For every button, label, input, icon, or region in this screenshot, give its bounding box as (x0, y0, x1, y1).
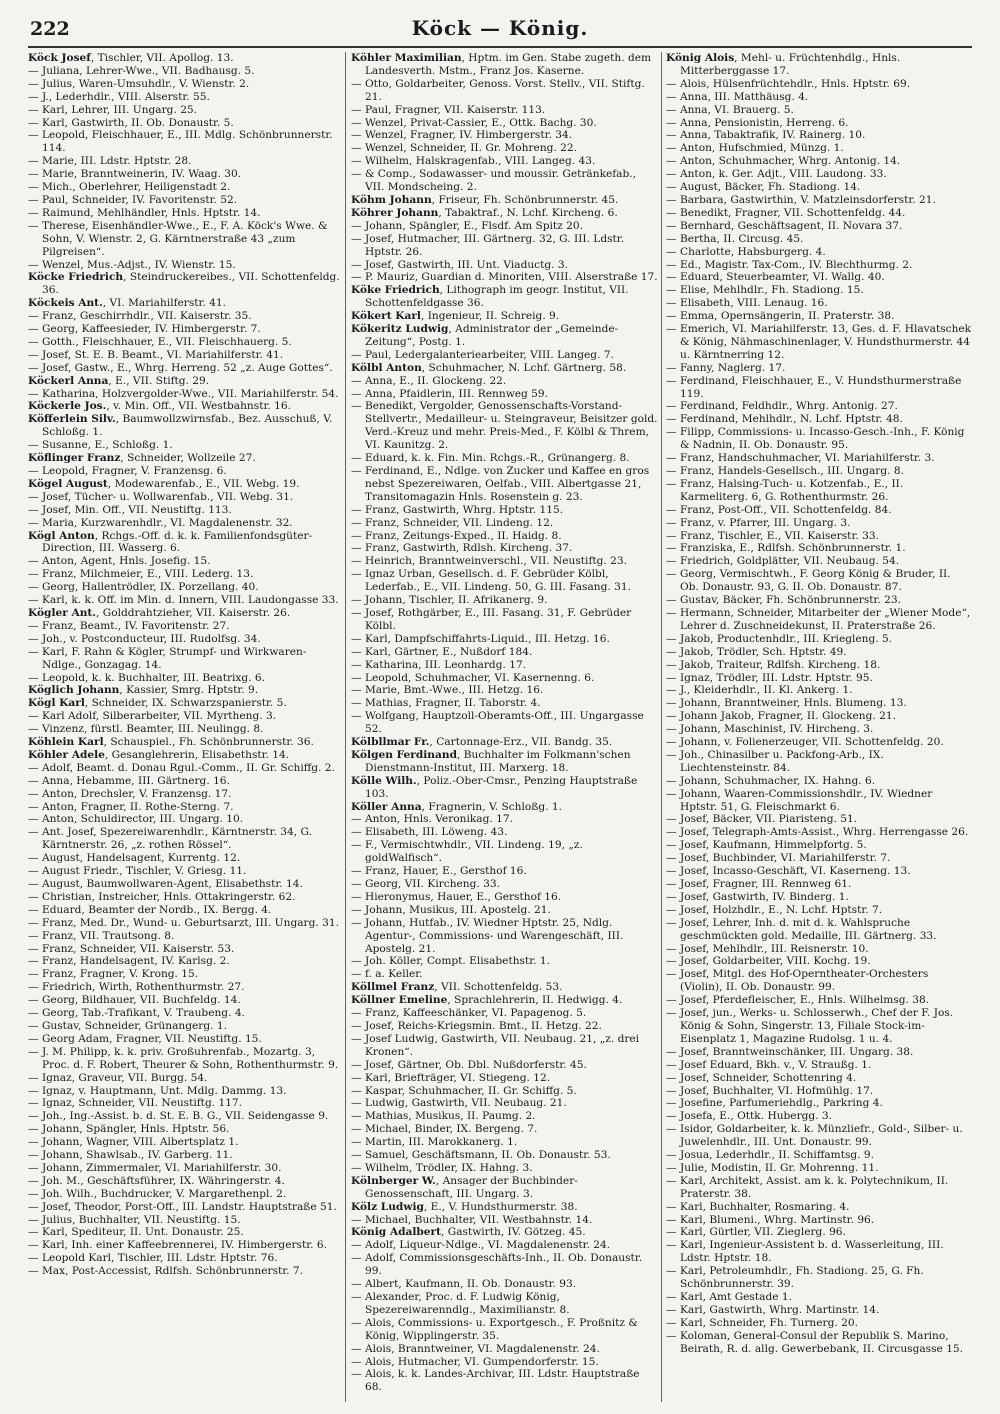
directory-entry: — Julius, Waren-Umsuhdlr., V. Wienstr. 2. (28, 77, 250, 90)
directory-entry: — Josef, Buchhalter, VI. Hofmühlg. 17. (666, 1084, 874, 1097)
directory-entry: — Karl Adolf, Silberarbeiter, VII. Myrtheng. 3. (28, 710, 277, 723)
directory-entry: — Anna, E., II. Glockeng. 22. (351, 374, 507, 387)
directory-entry: — Leopold Karl, Tischler, III. Ldstr. Hptstr. 76. (28, 1252, 278, 1265)
directory-entry: — Joh., Chinasilber u. Packfong-Arb., IX. Liechtensteinstr. 84. (666, 748, 884, 774)
directory-entry: — Paul, Fragner, VII. Kaiserstr. 113. (351, 103, 546, 116)
directory-entry: — Christian, Instreicher, Hnls. Ottakringerstr. 62. (28, 890, 296, 903)
directory-entry: — P. Mauriz, Guardian d. Minoriten, VIII. Alserstraße 17. (351, 271, 658, 284)
directory-entry: — Hermann, Schneider, Mitarbeiter der „Wiener Mode“, Lehrer d. Zuschneidekunst, II. Praterstraße 26. (666, 606, 971, 632)
directory-entry: — Johann, Schuhmacher, IX. Hahng. 6. (666, 774, 876, 787)
directory-entry: — Maria, Kurzwarenhdlr., VI. Magdalenenstr. 32. (28, 516, 293, 529)
column-divider (345, 52, 346, 1402)
directory-entry: — Friedrich, Wirth, Rothenthurmstr. 27. (28, 981, 245, 994)
directory-entry: — Isidor, Goldarbeiter, k. k. Münzliefr., Gold-, Silber- u. Juwelenhdlr., III. Unt. Donaustr. 99. (666, 1123, 963, 1149)
directory-entry: — Anton, Fragner, II. Rothe-Sterng. 7. (28, 800, 234, 813)
directory-entry: Kölnberger W., Ansager der Buchbinder-Genossenschaft, III. Ungarg. 3. (351, 1174, 578, 1200)
directory-entry: Köhler Adele, Gesanglehrerin, Elisabethstr. 14. (28, 748, 290, 761)
directory-entry: Köglich Johann, Kassier, Smrg. Hptstr. 9. (28, 684, 259, 697)
directory-entry: — & Comp., Sodawasser- und moussir. Getränkefab., VII. Mondscheing. 2. (351, 168, 637, 194)
directory-entry: — Josef, Theodor, Porst-Off., III. Landstr. Hauptstraße 51. (28, 1200, 337, 1213)
directory-entry: — Michael, Binder, IX. Bergeng. 7. (351, 1123, 538, 1136)
directory-entry: Köcke Friedrich, Steindruckereibes., VII. Schottenfeldg. 36. (28, 271, 340, 297)
directory-entry: — Leopold, Schuhmacher, VI. Kasernenng. 6. (351, 671, 595, 684)
directory-entry: — Raimund, Mehlhändler, Hnls. Hptstr. 14. (28, 206, 261, 219)
directory-entry: — Karl, Buchhalter, Rosmaring. 4. (666, 1200, 850, 1213)
directory-entry: — Johann, Hutfab., IV. Wiedner Hptstr. 25, Ndlg. Agentur-, Commissions- und Warengeschäft, III. Apostelg. 21. (351, 916, 624, 955)
directory-entry: — Franz, Hauer, E., Gersthof 16. (351, 865, 527, 878)
directory-entry: — Alois, Commissions- u. Exportgesch., F. Proßnitz & König, Wipplingerstr. 35. (351, 1316, 638, 1342)
directory-entry: — Elisabeth, III. Löweng. 43. (351, 826, 508, 839)
directory-entry: — Mathias, Musikus, II. Paumg. 2. (351, 1110, 536, 1123)
directory-entry: — Julius, Buchhalter, VII. Neustiftg. 15. (28, 1213, 241, 1226)
directory-entry: Kögel August, Modewarenfab., E., VII. Webg. 19. (28, 477, 300, 490)
directory-entry: — Franz, Post-Off., VII. Schottenfeldg. 84. (666, 503, 892, 516)
directory-entry: — Anton, Agent, Hnls. Josefig. 15. (28, 555, 211, 568)
directory-entry: — Benedikt, Vergolder, Genossenschafts-Vorstand-Stellvertr., Medailleur- u. Steingraveur, Beisitzer gold. Verd.-Kreuz und mehr. Preis-Med., F. Kölbl & Threm, VI. Kaunitzg. 2. (351, 400, 658, 452)
directory-entry: — Josef, Mitgl. des Hof-Operntheater-Orchesters (Violin), II. Ob. Donaustr. 99. (666, 968, 929, 994)
directory-entry: — Jakob, Traiteur, Rdlfsh. Kircheng. 18. (666, 658, 881, 671)
directory-entry: — Gotth., Fleischhauer, E., VII. Fleischhauerg. 5. (28, 335, 292, 348)
header-rule (28, 46, 972, 48)
directory-entry: — Josef, Holzhdlr., E., N. Lchf. Hptstr. 7. (666, 903, 883, 916)
directory-entry: — Karl, k. k. Off. im Min. d. Innern, VIII. Laudongasse 33. (28, 594, 339, 607)
page-title: Köck — König. (411, 16, 589, 40)
directory-entry: — Anna, III. Matthäusg. 4. (666, 90, 809, 103)
directory-entry: — Ignaz Urban, Gesellsch. d. F. Gebrüder Kölbl, Lederfab., E., VII. Lindeng. 50, G. III. Fasang. 31. (351, 568, 631, 594)
directory-entry: — Georg Adam, Fragner, VII. Neustiftg. 15. (28, 1032, 262, 1045)
directory-entry: — Wilhelm, Trödler, IX. Hahng. 3. (351, 1161, 533, 1174)
directory-entry: — August, Bäcker, Fh. Stadiong. 14. (666, 181, 861, 194)
directory-entry: — Emerich, VI. Mariahilferstr. 13, Ges. d. F. Hlavatschek & König, Nähmaschinenlager, V. Hundsthurmerstr. 44 u. Kärntnerring 12. (666, 323, 972, 361)
directory-entry: — Adolf, Beamt. d. Donau Rgul.-Comm., II. Gr. Schiffg. 2. (28, 761, 335, 774)
directory-entry: — Susanne, E., Schloßg. 1. (28, 439, 173, 452)
directory-entry: — Franz, Zeitungs-Exped., II. Haidg. 8. (351, 529, 562, 542)
directory-entry: — Marie, Branntweinerin, IV. Waag. 30. (28, 168, 242, 181)
column-divider (661, 52, 662, 1402)
directory-entry: — Karl, Spediteur, II. Unt. Donaustr. 25. (28, 1226, 244, 1239)
directory-entry: Köhlein Karl, Schauspiel., Fh. Schönbrunnerstr. 36. (28, 736, 314, 749)
directory-entry: — Karl, Schneider, Fh. Turnerg. 20. (666, 1316, 858, 1329)
directory-entry: — Filipp, Commissions- u. Incasso-Gesch.-Inh., F. König & Nadnin, II. Ob. Donaustr. 95. (666, 426, 965, 452)
directory-entry: Köllmel Franz, VII. Schottenfeldg. 53. (351, 981, 563, 994)
directory-entry: — Franz, VII. Trautsong. 8. (28, 929, 175, 942)
directory-entry: Köhler Maximilian, Hptm. im Gen. Stabe zugeth. dem Landesverth. Mstm., Franz Jos. Kaserne. (351, 52, 652, 77)
directory-entry: — Eduard, Steuerbeamter, VI. Wallg. 40. (666, 271, 885, 284)
directory-entry: — Johann, Maschinist, IV. Hircheng. 3. (666, 723, 874, 736)
directory-entry: — Josef, Gastwirth, III. Unt. Viaductg. 3. (351, 258, 568, 271)
directory-entry: — Franz, Beamt., IV. Favoritenstr. 27. (28, 619, 230, 632)
directory-entry: — Josefa, E., Ottk. Hubergg. 3. (666, 1110, 833, 1123)
directory-entry: — Ludwig, Gastwirth, VII. Neubaug. 21. (351, 1097, 567, 1110)
directory-entry: — Josef, Tücher- u. Wollwarenfab., VII. Webg. 31. (28, 490, 294, 503)
directory-entry: — Georg, Bildhauer, VII. Buchfeldg. 14. (28, 994, 241, 1007)
directory-entry: — Koloman, General-Consul der Republik S. Marino, Beirath, R. d. allg. Gewerbebank, II. Circusgasse 15. (666, 1329, 964, 1355)
directory-entry: — Anton, Schuhmacher, Whrg. Antonig. 14. (666, 155, 901, 168)
directory-entry: — Johann, Wagner, VIII. Albertsplatz 1. (28, 1136, 239, 1149)
directory-entry: — Franz, v. Pfarrer, III. Ungarg. 3. (666, 516, 851, 529)
directory-entry: — Franz, Halsing-Tuch- u. Kotzenfab., E., II. Karmeliterg. 6, G. Rothenthurmstr. 26. (666, 477, 904, 503)
directory-entry: — Anton, Schuldirector, III. Ungarg. 10. (28, 813, 244, 826)
directory-entry: — Anna, Hebamme, III. Gärtnerg. 16. (28, 774, 230, 787)
directory-entry: — Franz, Schneider, VII. Lindeng. 12. (351, 516, 554, 529)
directory-entry: — Karl, Dampfschiffahrts-Liquid., III. Hetzg. 16. (351, 632, 610, 645)
directory-entry: — Johann, Spängler, Hnls. Hptstr. 56. (28, 1123, 230, 1136)
directory-entry: — Joh. M., Geschäftsführer, IX. Währingerstr. 4. (28, 1174, 285, 1187)
directory-entry: — Josef, Branntweinschänker, III. Ungarg. 38. (666, 1045, 914, 1058)
directory-entry: — Karl, F. Rahn & Kögler, Strumpf- und Wirkwaren-Ndlge., Gonzagag. 14. (28, 645, 307, 671)
directory-entry: Köck Josef, Tischler, VII. Apollog. 13. (28, 52, 234, 64)
directory-entry: — Karl, Amt Gestade 1. (666, 1291, 792, 1303)
directory-entry: — Anna, Pensionistin, Herreng. 6. (666, 116, 849, 129)
directory-entry: — Joh., v. Postconducteur, III. Rudolfsg. 34. (28, 632, 261, 645)
directory-entry: — F., Vermischtwhdlr., VII. Lindeng. 19, „z. goldWalfisch“. (351, 839, 583, 865)
directory-entry: Köflinger Franz, Schneider, Wollzeile 27. (28, 452, 256, 465)
directory-entry: Köller Anna, Fragnerin, V. Schloßg. 1. (351, 800, 562, 813)
directory-entry: — Anton, Hufschmied, Münzg. 1. (666, 142, 844, 155)
directory-entry: — Franz, Tischler, E., VII. Kaiserstr. 33. (666, 529, 879, 542)
directory-entry: — Jakob, Productenhdlr., III. Kriegleng. 5. (666, 632, 893, 645)
directory-entry: — Josef, Bäcker, VII. Piaristeng. 51. (666, 813, 858, 826)
directory-entry: Kölbl Anton, Schuhmacher, N. Lchf. Gärtnerg. 58. (351, 361, 627, 374)
directory-entry: — Michael, Buchhalter, VII. Westbahnstr. 14. (351, 1213, 593, 1226)
directory-entry: — Paul, Ledergalanteriearbeiter, VIII. Langeg. 7. (351, 348, 614, 361)
directory-entry: — Franz, Kaffeeschänker, VI. Papagenog. 5. (351, 1007, 587, 1020)
page-number: 222 (30, 18, 70, 40)
directory-entry: — Eduard, Beamter der Nordb., IX. Bergg. 4. (28, 903, 272, 916)
directory-entry: — Josef, Telegraph-Amts-Assist., Whrg. Herrengasse 26. (666, 826, 969, 839)
directory-entry: — Georg, Kaffeesieder, IV. Himbergerstr. 7. (28, 323, 261, 336)
directory-entry: — Adolf, Commissionsgeschäfts-Inh., II. Ob. Donaustr. 99. (351, 1252, 643, 1278)
directory-entry: — J., Lederhdlr., VIII. Alserstr. 55. (28, 90, 210, 103)
directory-entry: — Josef, Goldarbeiter, VIII. Kochg. 19. (666, 955, 871, 968)
directory-column-2 (351, 52, 658, 1402)
directory-entry: — Alexander, Proc. d. F. Ludwig König, Spezereiwarenndlg., Maximilianstr. 8. (351, 1291, 570, 1316)
directory-entry: — August, Baumwollwaren-Agent, Elisabethstr. 14. (28, 878, 303, 890)
directory-entry: — Elise, Mehlhdlr., Fh. Stadiong. 15. (666, 284, 864, 297)
directory-entry: König Adalbert, Gastwirth, IV. Götzeg. 45. (351, 1226, 586, 1239)
directory-entry: — Wenzel, Privat-Cassier, E., Ottk. Bachg. 30. (351, 116, 597, 129)
directory-entry: — Anton, Hnls. Veronikag. 17. (351, 813, 513, 826)
directory-entry: — Otto, Goldarbeiter, Genoss. Vorst. Stellv., VII. Stiftg. 21. (351, 77, 645, 103)
directory-entry: — Ignaz, Schneider, VII. Neustiftg. 117. (28, 1097, 243, 1110)
directory-entry: — Johann, Shawlsab., IV. Garberg. 11. (28, 1149, 233, 1162)
directory-entry: — Josef, Hutmacher, III. Gärtnerg. 32, G. III. Ldstr. Hptstr. 26. (351, 232, 625, 258)
directory-entry: — Franz, Gastwirth, Whrg. Hptstr. 115. (351, 503, 564, 516)
directory-entry: — Franz, Handels-Gesellsch., III. Ungarg. 8. (666, 465, 904, 477)
directory-entry: Kökeritz Ludwig, Administrator der „Gemeinde-Zeitung“, Postg. 1. (351, 323, 619, 348)
directory-entry: — Julie, Modistin, II. Gr. Mohrenng. 11. (666, 1161, 879, 1174)
directory-entry: König Alois, Mehl- u. Früchtenhdlg., Hnls. Mitterberggasse 17. (666, 52, 901, 77)
directory-entry: — Georg, Vermischtwh., F. Georg König & Bruder, II. Ob. Donaustr. 93, G. II. Ob. Donaustr. 87. (666, 568, 951, 594)
directory-entry: — Leopold, Fragner, V. Franzensg. 6. (28, 465, 227, 477)
directory-entry: — Gustav, Bäcker, Fh. Schönbrunnerstr. 23. (666, 594, 902, 607)
directory-entry: — Karl, Gürtler, VII. Zieglerg. 96. (666, 1226, 846, 1239)
directory-entry: — Johann, Spängler, E., Flsdf. Am Spitz 20. (351, 219, 583, 232)
directory-entry: — Georg, Tab.-Trafikant, V. Traubeng. 4. (28, 1007, 245, 1020)
directory-entry: — Mathias, Fragner, II. Taborstr. 4. (351, 697, 541, 710)
directory-entry: — Josef, Incasso-Geschäft, VI. Kaserneng. 13. (666, 865, 911, 878)
directory-entry: — Johann, v. Folienerzeuger, VII. Schottenfeldg. 20. (666, 736, 944, 749)
directory-entry: — Josef, Rothgärber, E., III. Fasang. 31, F. Gebrüder Kölbl. (351, 606, 632, 632)
directory-entry: Köckerl Anna, E., VII. Stiftg. 29. (28, 374, 210, 387)
directory-entry: — Leopold, k. k. Buchhalter, III. Beatrixg. 6. (28, 671, 266, 684)
directory-entry: — Katharina, III. Leonhardg. 17. (351, 658, 527, 671)
directory-entry: — Josef Eduard, Bkh. v., V. Straußg. 1. (666, 1058, 872, 1071)
directory-entry: — Bernhard, Geschäftsagent, II. Novara 37. (666, 219, 903, 232)
directory-entry: — Karl, Petroleumhdlr., Fh. Stadiong. 25, G. Fh. Schönbrunnerstr. 39. (666, 1265, 924, 1291)
directory-entry: — Elisabeth, VIII. Lenaug. 16. (666, 297, 828, 310)
directory-entry: — Josef, Lehrer, Inh. d. mit d. k. Wahlspruche geschmückten gold. Medaille, III. Gärtnerg. 33. (666, 916, 937, 942)
directory-entry: — Ed., Magistr. Tax-Com., IV. Blechthurmg. 2. (666, 258, 913, 271)
directory-entry: — Marie, III. Ldstr. Hptstr. 28. (28, 155, 192, 168)
directory-entry: — Kaspar, Schuhmacher, II. Gr. Schiffg. 5. (351, 1084, 577, 1097)
directory-entry: — Albert, Kaufmann, II. Ob. Donaustr. 93. (351, 1278, 577, 1291)
directory-entry: — Anna, Pfaidlerin, III. Rennweg 59. (351, 387, 549, 400)
directory-entry: — Johann, Tischler, II. Afrikanerg. 9. (351, 594, 548, 607)
directory-entry: Kögler Ant., Golddrahtzieher, VII. Kaiserstr. 26. (28, 606, 291, 619)
directory-entry: — Jakob, Trödler, Sch. Hptstr. 49. (666, 645, 847, 658)
directory-entry: — Anna, VI. Brauerg. 5. (666, 103, 794, 116)
directory-entry: Kölgen Ferdinand, Buchhalter im Folkmann'schen Dienstmann-Institut, III. Marxerg. 18. (351, 748, 631, 774)
directory-entry: — Gustav, Schneider, Grünangerg. 1. (28, 1019, 227, 1032)
directory-entry: — J., Kleiderhdlr., II. Kl. Ankerg. 1. (666, 684, 853, 697)
directory-entry: Köllner Emeline, Sprachlehrerin, II. Hedwigg. 4. (351, 994, 623, 1007)
directory-entry: — Max, Post-Accessist, Rdlfsh. Schönbrunnerstr. 7. (28, 1265, 304, 1278)
directory-entry: — August Friedr., Tischler, V. Griesg. 11. (28, 865, 247, 878)
directory-entry: — Paul, Schneider, IV. Favoritenstr. 52. (28, 193, 238, 206)
directory-entry: — Ferdinand, Mehlhdlr., N. Lchf. Hptstr. 48. (666, 413, 903, 426)
directory-entry: — Bertha, II. Circusg. 45. (666, 232, 804, 245)
directory-entry: — Franziska, E., Rdlfsh. Schönbrunnerstr. 1. (666, 542, 906, 555)
directory-entry: — August, Handelsagent, Kurrentg. 12. (28, 852, 241, 865)
directory-entry: — Josef, Gärtner, Ob. Dbl. Nußdorferstr. 45. (351, 1058, 587, 1071)
directory-entry: — Wilhelm, Halskragenfab., VIII. Langeg. 43. (351, 155, 596, 168)
directory-entry: — Josef, Reichs-Kriegsmin. Bmt., II. Hetzg. 22. (351, 1019, 602, 1032)
directory-entry: — Anton, k. Ger. Adjt., VIII. Laudong. 33. (666, 168, 887, 181)
directory-entry: Kögl Karl, Schneider, IX. Schwarzspanierstr. 5. (28, 697, 287, 710)
directory-entry: — Ferdinand, Feldhdlr., Whrg. Antonig. 27. (666, 400, 898, 413)
directory-entry: — Wolfgang, Hauptzoll-Oberamts-Off., III. Ungargasse 52. (351, 710, 644, 736)
directory-entry: — Karl, Gastwirth, Whrg. Martinstr. 14. (666, 1303, 880, 1316)
directory-entry: — Katharina, Holzvergolder-Wwe., VII. Mariahilferstr. 54. (28, 387, 339, 400)
directory-entry: — Karl, Ingenieur-Assistent b. d. Wasserleitung, III. Ldstr. Hptstr. 18. (666, 1239, 944, 1265)
directory-entry: — Ferdinand, E., Ndlge. von Zucker und Kaffee en gros nebst Spezereiwaren, Oelfab., VIII. Albertgasse 21, Transitomagazin Hnls. Rosenstein g. 23. (351, 465, 650, 503)
directory-entry: — Josef, jun., Werks- u. Schlosserwh., Chef der F. Jos. König & Sohn, Singerstr. 13, Filiale Stock-im-Eisenplatz 1, Magazine Rudolsg. 1 u. 4. (666, 1007, 954, 1045)
directory-entry: — Franz, Med. Dr., Wund- u. Geburtsarzt, III. Ungarg. 31. (28, 916, 339, 929)
directory-column-3 (666, 52, 972, 1402)
directory-entry: — Joh., Ing.-Assist. b. d. St. E. B. G., VII. Seidengasse 9. (28, 1110, 329, 1123)
directory-entry: — Charlotte, Habsburgerg. 4. (666, 245, 826, 258)
directory-entry: — Franz, Schneider, VII. Kaiserstr. 53. (28, 942, 235, 955)
directory-entry: — Alois, k. k. Landes-Archivar, III. Ldstr. Hauptstraße 68. (351, 1368, 640, 1394)
directory-entry: — Josef, St. E. B. Beamt., VI. Mariahilferstr. 41. (28, 348, 284, 361)
directory-entry: — Johann Jakob, Fragner, II. Glockeng. 21. (666, 710, 896, 723)
directory-entry: — Ant. Josef, Spezereiwarenhdlr., Kärntnerstr. 34, G. Kärntnerstr. 26, „z. rothen Rössel“. (28, 826, 312, 852)
directory-entry: — Josua, Lederhdlr., II. Schiffamtsg. 9. (666, 1149, 875, 1162)
directory-entry: — Marie, Bmt.-Wwe., III. Hetzg. 16. (351, 684, 544, 697)
directory-entry: — Josef Ludwig, Gastwirth, VII. Neubaug. 21, „z. drei Kronen“. (351, 1032, 640, 1058)
directory-entry: — Ignaz, v. Hauptmann, Unt. Mdlg. Dammg. 13. (28, 1084, 287, 1097)
directory-entry: — Samuel, Geschäftsmann, II. Ob. Donaustr. 53. (351, 1149, 611, 1162)
directory-entry: — Johann, Waaren-Commissionshdlr., IV. Wiedner Hptstr. 51, G. Fleischmarkt 6. (666, 787, 933, 813)
directory-entry: — Josef, Buchbinder, VI. Mariahilferstr. 7. (666, 852, 891, 865)
directory-entry: — Ferdinand, Fleischhauer, E., V. Hundsthurmerstraße 119. (666, 374, 962, 400)
directory-entry: Köke Friedrich, Lithograph im geogr. Institut, VII. Schottenfeldgasse 36. (351, 284, 629, 310)
directory-entry: — Mich., Oberlehrer, Heiligenstadt 2. (28, 181, 231, 194)
directory-entry: — Hieronymus, Hauer, E., Gersthof 16. (351, 890, 562, 903)
directory-entry: — Joh. Köller, Compt. Elisabethstr. 1. (351, 955, 550, 968)
directory-entry: Kölbllmar Fr., Cartonnage-Erz., VII. Bandg. 35. (351, 736, 613, 749)
directory-entry: — Barbara, Gastwirthin, V. Matzleinsdorferstr. 21. (666, 193, 936, 206)
directory-entry: — Josef, Min. Off., VII. Neustiftg. 113. (28, 503, 232, 516)
directory-entry: — Joh. Wilh., Buchdrucker, V. Margarethenpl. 2. (28, 1187, 287, 1200)
directory-entry: — Franz, Handschuhmacher, VI. Mariahilferstr. 3. (666, 452, 935, 465)
directory-entry: — Karl, Briefträger, VI. Stiegeng. 12. (351, 1071, 551, 1084)
directory-entry: Köckerle Jos., v. Min. Off., VII. Westbahnstr. 16. (28, 400, 291, 413)
directory-entry: — Alois, Hülsenfrüchtehdlr., Hnls. Hptstr. 69. (666, 77, 911, 90)
directory-entry: — Leopold, Fleischhauer, E., III. Mdlg. Schönbrunnerstr. 114. (28, 129, 333, 155)
directory-entry: — Josef, Mehlhdlr., III. Reisnerstr. 10. (666, 942, 869, 955)
directory-entry: — Wenzel, Schneider, II. Gr. Mohreng. 22. (351, 142, 577, 155)
directory-entry: — Ignaz, Trödler, III. Ldstr. Hptstr. 95. (666, 671, 873, 684)
directory-entry: — Emma, Opernsängerin, II. Praterstr. 38. (666, 310, 895, 323)
directory-entry: — Karl, Gärtner, E., Nußdorf 184. (351, 645, 533, 658)
directory-entry: — Martin, III. Marokkanerg. 1. (351, 1136, 518, 1149)
directory-entry: — J. M. Philipp, k. k. priv. Großuhrenfab., Mozartg. 3, Proc. d. F. Robert, Theurer & Sohn, Rothenthurmstr. 9. (28, 1045, 339, 1071)
directory-entry: — Franz, Handelsagent, IV. Karlsg. 2. (28, 955, 230, 968)
directory-entry: — Franz, Geschirrhdlr., VII. Kaiserstr. 35. (28, 310, 252, 323)
directory-entry: — Karl, Inh. einer Kaffeebrennerei, IV. Himbergerstr. 6. (28, 1239, 327, 1252)
directory-entry: — Wenzel, Fragner, IV. Himbergerstr. 34. (351, 129, 573, 142)
directory-entry: — Johann, Branntweiner, Hnls. Blumeng. 13. (666, 697, 907, 710)
directory-entry: — Wenzel, Mus.-Adjst., IV. Wienstr. 15. (28, 258, 236, 271)
directory-entry: — Ignaz, Graveur, VII. Burgg. 54. (28, 1071, 208, 1084)
directory-entry: — Karl, Gastwirth, II. Ob. Donaustr. 5. (28, 116, 234, 129)
directory-entry: — Benedikt, Fragner, VII. Schottenfeldg. 44. (666, 206, 906, 219)
directory-entry: — Josef, Gastwirth, IV. Binderg. 1. (666, 890, 849, 903)
directory-entry: Kölz Ludwig, E., V. Hundsthurmerstr. 38. (351, 1200, 578, 1213)
directory-entry: — Vinzenz, fürstl. Beamter, III. Neulingg. 8. (28, 723, 264, 736)
directory-entry: — Georg, VII. Kircheng. 33. (351, 878, 500, 890)
directory-entry: — Heinrich, Branntweinverschl., VII. Neustiftg. 23. (351, 555, 627, 568)
directory-entry: — Alois, Branntweiner, VI. Magdalenenstr. 24. (351, 1342, 600, 1355)
directory-entry: — f. a. Keller. (351, 968, 423, 981)
directory-entry: — Friedrich, Goldplätter, VII. Neubaug. 54. (666, 555, 900, 568)
directory-entry: — Fanny, Naglerg. 17. (666, 361, 786, 374)
directory-entry: — Georg, Hallentrödler, IX. Porzellang. 40. (28, 581, 259, 594)
directory-entry: — Therese, Eisenhändler-Wwe., E., F. A. Köck's Wwe. & Sohn, V. Wienstr. 2, G. Kärntnerstraße 43 „zum Pilgreisen“. (28, 219, 328, 258)
directory-entry: — Adolf, Liqueur-Ndlge., VI. Magdalenenstr. 24. (351, 1239, 611, 1252)
directory-entry: Kölle Wilh., Poliz.-Ober-Cmsr., Penzing Hauptstraße 103. (351, 774, 638, 800)
directory-entry: — Alois, Hutmacher, VI. Gumpendorferstr. 15. (351, 1355, 599, 1368)
directory-entry: — Juliana, Lehrer-Wwe., VII. Badhausg. 5. (28, 64, 255, 77)
directory-entry: Köfferlein Silv., Baumwollzwirnsfab., Bez. Ausschuß, V. Schloßg. 1. (28, 413, 333, 439)
directory-entry: Köhrer Johann, Tabaktraf., N. Lchf. Kircheng. 6. (351, 206, 618, 219)
directory-entry: — Karl, Architekt, Assist. am k. k. Polytechnikum, II. Praterstr. 38. (666, 1174, 949, 1200)
directory-entry: — Josefine, Parfumeriehdlg., Parkring 4. (666, 1097, 883, 1110)
directory-entry: — Anton, Drechsler, V. Franzensg. 17. (28, 787, 232, 800)
directory-entry: — Franz, Milchmeier, E., VIII. Lederg. 13. (28, 568, 254, 581)
directory-entry: — Josef, Schneider, Schottenring 4. (666, 1071, 857, 1084)
directory-entry: — Anna, Tabaktrafik, IV. Rainerg. 10. (666, 129, 866, 142)
directory-entry: — Karl, Lehrer, III. Ungarg. 25. (28, 103, 198, 116)
directory-entry: — Josef, Gastw., E., Whrg. Herreng. 52 „z. Auge Gottes“. (28, 361, 333, 374)
directory-entry: — Karl, Blumeni., Whrg. Martinstr. 96. (666, 1213, 875, 1226)
directory-entry: Köhm Johann, Friseur, Fh. Schönbrunnerstr. 45. (351, 193, 619, 206)
directory-entry: — Johann, Zimmermaler, VI. Mariahilferstr. 30. (28, 1161, 282, 1174)
directory-entry: — Franz, Gastwirth, Rdlsh. Kircheng. 37. (351, 542, 573, 555)
directory-entry: — Eduard, k. k. Fin. Min. Rchgs.-R., Grünangerg. 8. (351, 452, 630, 465)
directory-entry: — Josef, Kaufmann, Himmelpfortg. 5. (666, 839, 867, 852)
directory-entry: — Josef, Pferdefleischer, E., Hnls. Wilhelmsg. 38. (666, 994, 930, 1007)
directory-entry: Köckeis Ant., VI. Mariahilferstr. 41. (28, 297, 227, 310)
directory-entry: Kökert Karl, Ingenieur, II. Schreig. 9. (351, 310, 560, 323)
directory-entry: — Franz, Fragner, V. Krong. 15. (28, 968, 199, 981)
directory-entry: Kögl Anton, Rchgs.-Off. d. k. k. Familienfondsgüter-Direction, III. Wasserg. 6. (28, 529, 313, 555)
directory-entry: — Josef, Fragner, III. Rennweg 61. (666, 878, 852, 890)
page-header (30, 16, 970, 46)
directory-column-1 (28, 52, 341, 1402)
directory-entry: — Johann, Musikus, III. Apostelg. 21. (351, 903, 551, 916)
